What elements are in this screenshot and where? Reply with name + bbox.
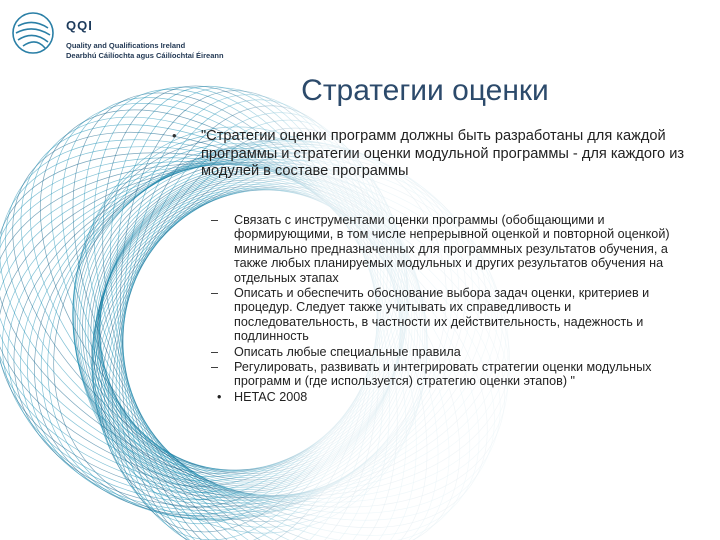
sub-bullet-text: Описать и обеспечить обоснование выбора задач оценки, критериев и процедур. Следует также учитывать их справедливость и последовательность, в частности их действительность, надежность и подлинность — [234, 286, 650, 344]
sub-bullet-text: Описать любые специальные правила — [234, 344, 461, 359]
main-bullet-text: "Стратегии оценки программ должны быть разработаны для каждой программы и стратегии оценки модульной программы - для каждого из модулей в составе программы — [201, 128, 685, 179]
slide-title: Стратегии оценки — [301, 74, 549, 107]
logo-subtitle-ga: Dearbhú Cáilíochta agus Cáilíochtaí Éireann — [66, 51, 224, 60]
sub-bullet-text: Связать с инструментами оценки программы (обобщающими и формирующими, в том числе непрерывной оценкой и повторной оценкой) минимально предназначенных для программных результатов обучения, а также любых планируемых модульных и других результатов обучения на отдельных этапах — [234, 213, 670, 285]
sub-bullet-list — [211, 213, 681, 405]
logo-name: QQI — [66, 18, 93, 33]
sub-bullet-marker: – — [211, 360, 219, 375]
sub-bullet-item — [211, 286, 681, 344]
sub-bullet-text: Регулировать, развивать и интегрировать стратегии оценки модульных программ и (где используется) стратегию оценки этапов) " — [234, 360, 652, 389]
qqi-logo-icon — [8, 8, 58, 58]
sub-bullet-marker: – — [211, 344, 219, 359]
sub-bullet-item-source — [211, 390, 681, 404]
logo-subtitle-en: Quality and Qualifications Ireland — [66, 41, 186, 50]
sub-bullet-marker: • — [217, 389, 222, 404]
sub-bullet-item — [211, 345, 681, 359]
sub-bullet-marker: – — [211, 286, 219, 301]
sub-bullet-marker: – — [211, 213, 219, 227]
main-bullet-marker: • — [172, 128, 177, 143]
qqi-logo — [8, 8, 238, 68]
sub-bullet-item — [211, 213, 681, 285]
sub-bullet-item — [211, 360, 681, 389]
source-citation: HETAC 2008 — [234, 389, 308, 404]
